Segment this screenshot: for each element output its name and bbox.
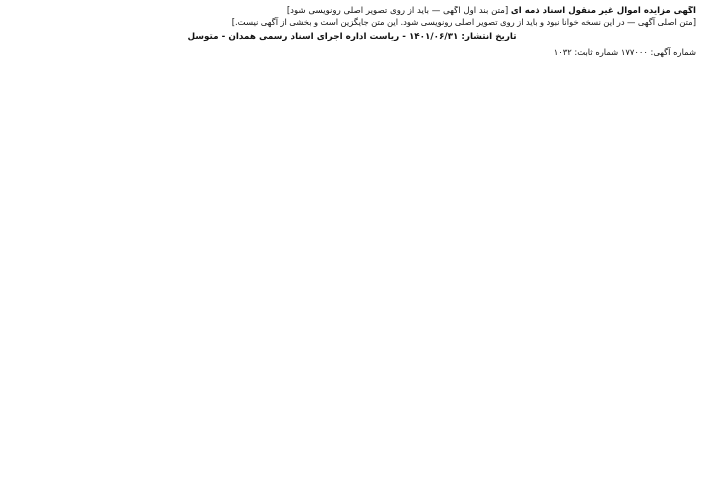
notice-intro: [متن بند اول آگهی — باید از روی تصویر اصلی رونویسی شود]: [286, 6, 509, 16]
notice-title-line: [8, 6, 696, 17]
notice-body: [متن اصلی آگهی — در این نسخه خوانا نبود و باید از روی تصویر اصلی رونویسی شود. این متن جایگزین است و بخشی از آگهی نیست.]: [231, 17, 696, 28]
publish-date-line: تاریخ انتشار: ۱۴۰۱/۰۶/۳۱ - ریاست اداره اجرای اسناد رسمی همدان - متوسل: [187, 32, 517, 43]
notice-title: آگهی مزایده اموال غیر منقول اسناد ذمه ای: [510, 6, 696, 16]
auction-notice: [8, 6, 696, 493]
notice-footer: شماره آگهی: ۱۷۷۰۰۰ شماره ثابت: ۱۰۳۲: [553, 47, 696, 58]
